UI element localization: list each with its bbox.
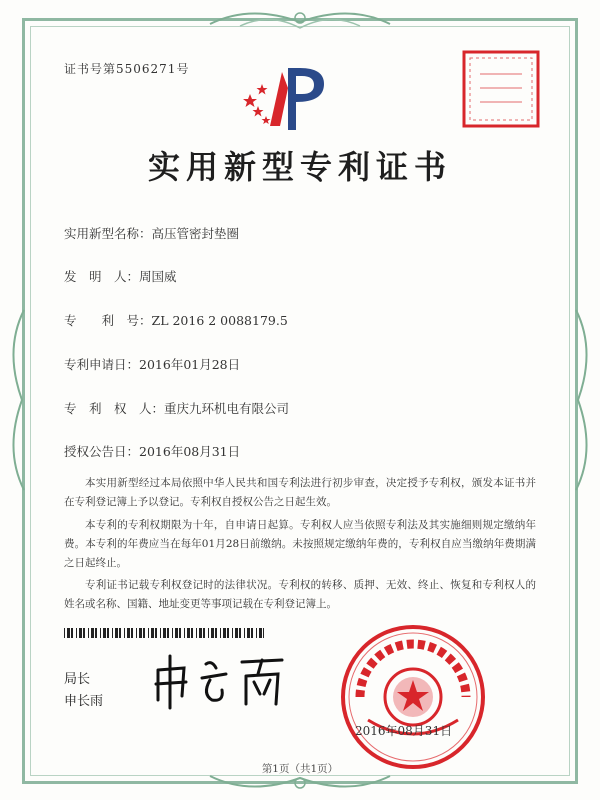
page-number: 第1页（共1页） bbox=[261, 763, 339, 775]
field-patent-number bbox=[64, 311, 288, 329]
certificate-number: 证书号第5506271号 bbox=[64, 62, 190, 76]
field-value: 周国威 bbox=[139, 269, 177, 284]
field-inventor bbox=[64, 267, 177, 285]
left-ornament-icon bbox=[4, 300, 30, 500]
field-label: 专 利 权 人： bbox=[64, 401, 165, 416]
body-paragraph-1: 本实用新型经过本局依照中华人民共和国专利法进行初步审查，决定授予专利权，颁发本证书并在专利登记簿上予以登记。专利权自授权公告之日起生效。 bbox=[64, 477, 536, 508]
field-value: 2016年08月31日 bbox=[139, 444, 241, 459]
field-label: 专利申请日： bbox=[64, 357, 140, 372]
field-utility-model-name bbox=[64, 224, 239, 242]
body-paragraph-2: 本专利的专利权期限为十年，自申请日起算。专利权人应当依照专利法及其实施细则规定缴纳年费。本专利的年费应当在每年01月28日前缴纳。未按照规定缴纳年费的，专利权自应当缴纳年费期满之日起终止。 bbox=[64, 519, 536, 569]
field-grant-date bbox=[64, 442, 240, 460]
handwritten-signature-icon bbox=[150, 650, 290, 710]
signatory-name: 申长雨 bbox=[64, 694, 104, 709]
top-ornament-icon bbox=[200, 4, 400, 34]
certificate-title: 实用新型专利证书 bbox=[147, 148, 452, 186]
national-ip-office-seal-icon bbox=[338, 622, 488, 772]
field-label: 实用新型名称： bbox=[64, 226, 152, 241]
field-value: 重庆九环机电有限公司 bbox=[164, 401, 290, 416]
field-label: 授权公告日： bbox=[64, 444, 140, 459]
field-application-date bbox=[64, 355, 240, 373]
agency-seal-icon bbox=[460, 48, 542, 130]
field-label: 专 利 号： bbox=[64, 313, 152, 328]
field-value: 2016年01月28日 bbox=[139, 357, 241, 372]
field-label: 发 明 人： bbox=[64, 269, 140, 284]
signatory-title: 局长 bbox=[64, 672, 91, 687]
right-ornament-icon bbox=[570, 300, 596, 500]
field-value: ZL 2016 2 0088179.5 bbox=[151, 313, 288, 328]
field-value: 高压管密封垫圈 bbox=[151, 226, 240, 241]
seal-date: 2016年08月31日 bbox=[355, 724, 453, 738]
barcode-icon bbox=[64, 628, 264, 638]
body-paragraph-3: 专利证书记载专利权登记时的法律状况。专利权的转移、质押、无效、终止、恢复和专利权人的姓名或名称、国籍、地址变更等事项记载在专利登记簿上。 bbox=[64, 579, 536, 610]
field-patentee bbox=[64, 399, 289, 417]
sipo-logo-icon bbox=[236, 58, 336, 138]
